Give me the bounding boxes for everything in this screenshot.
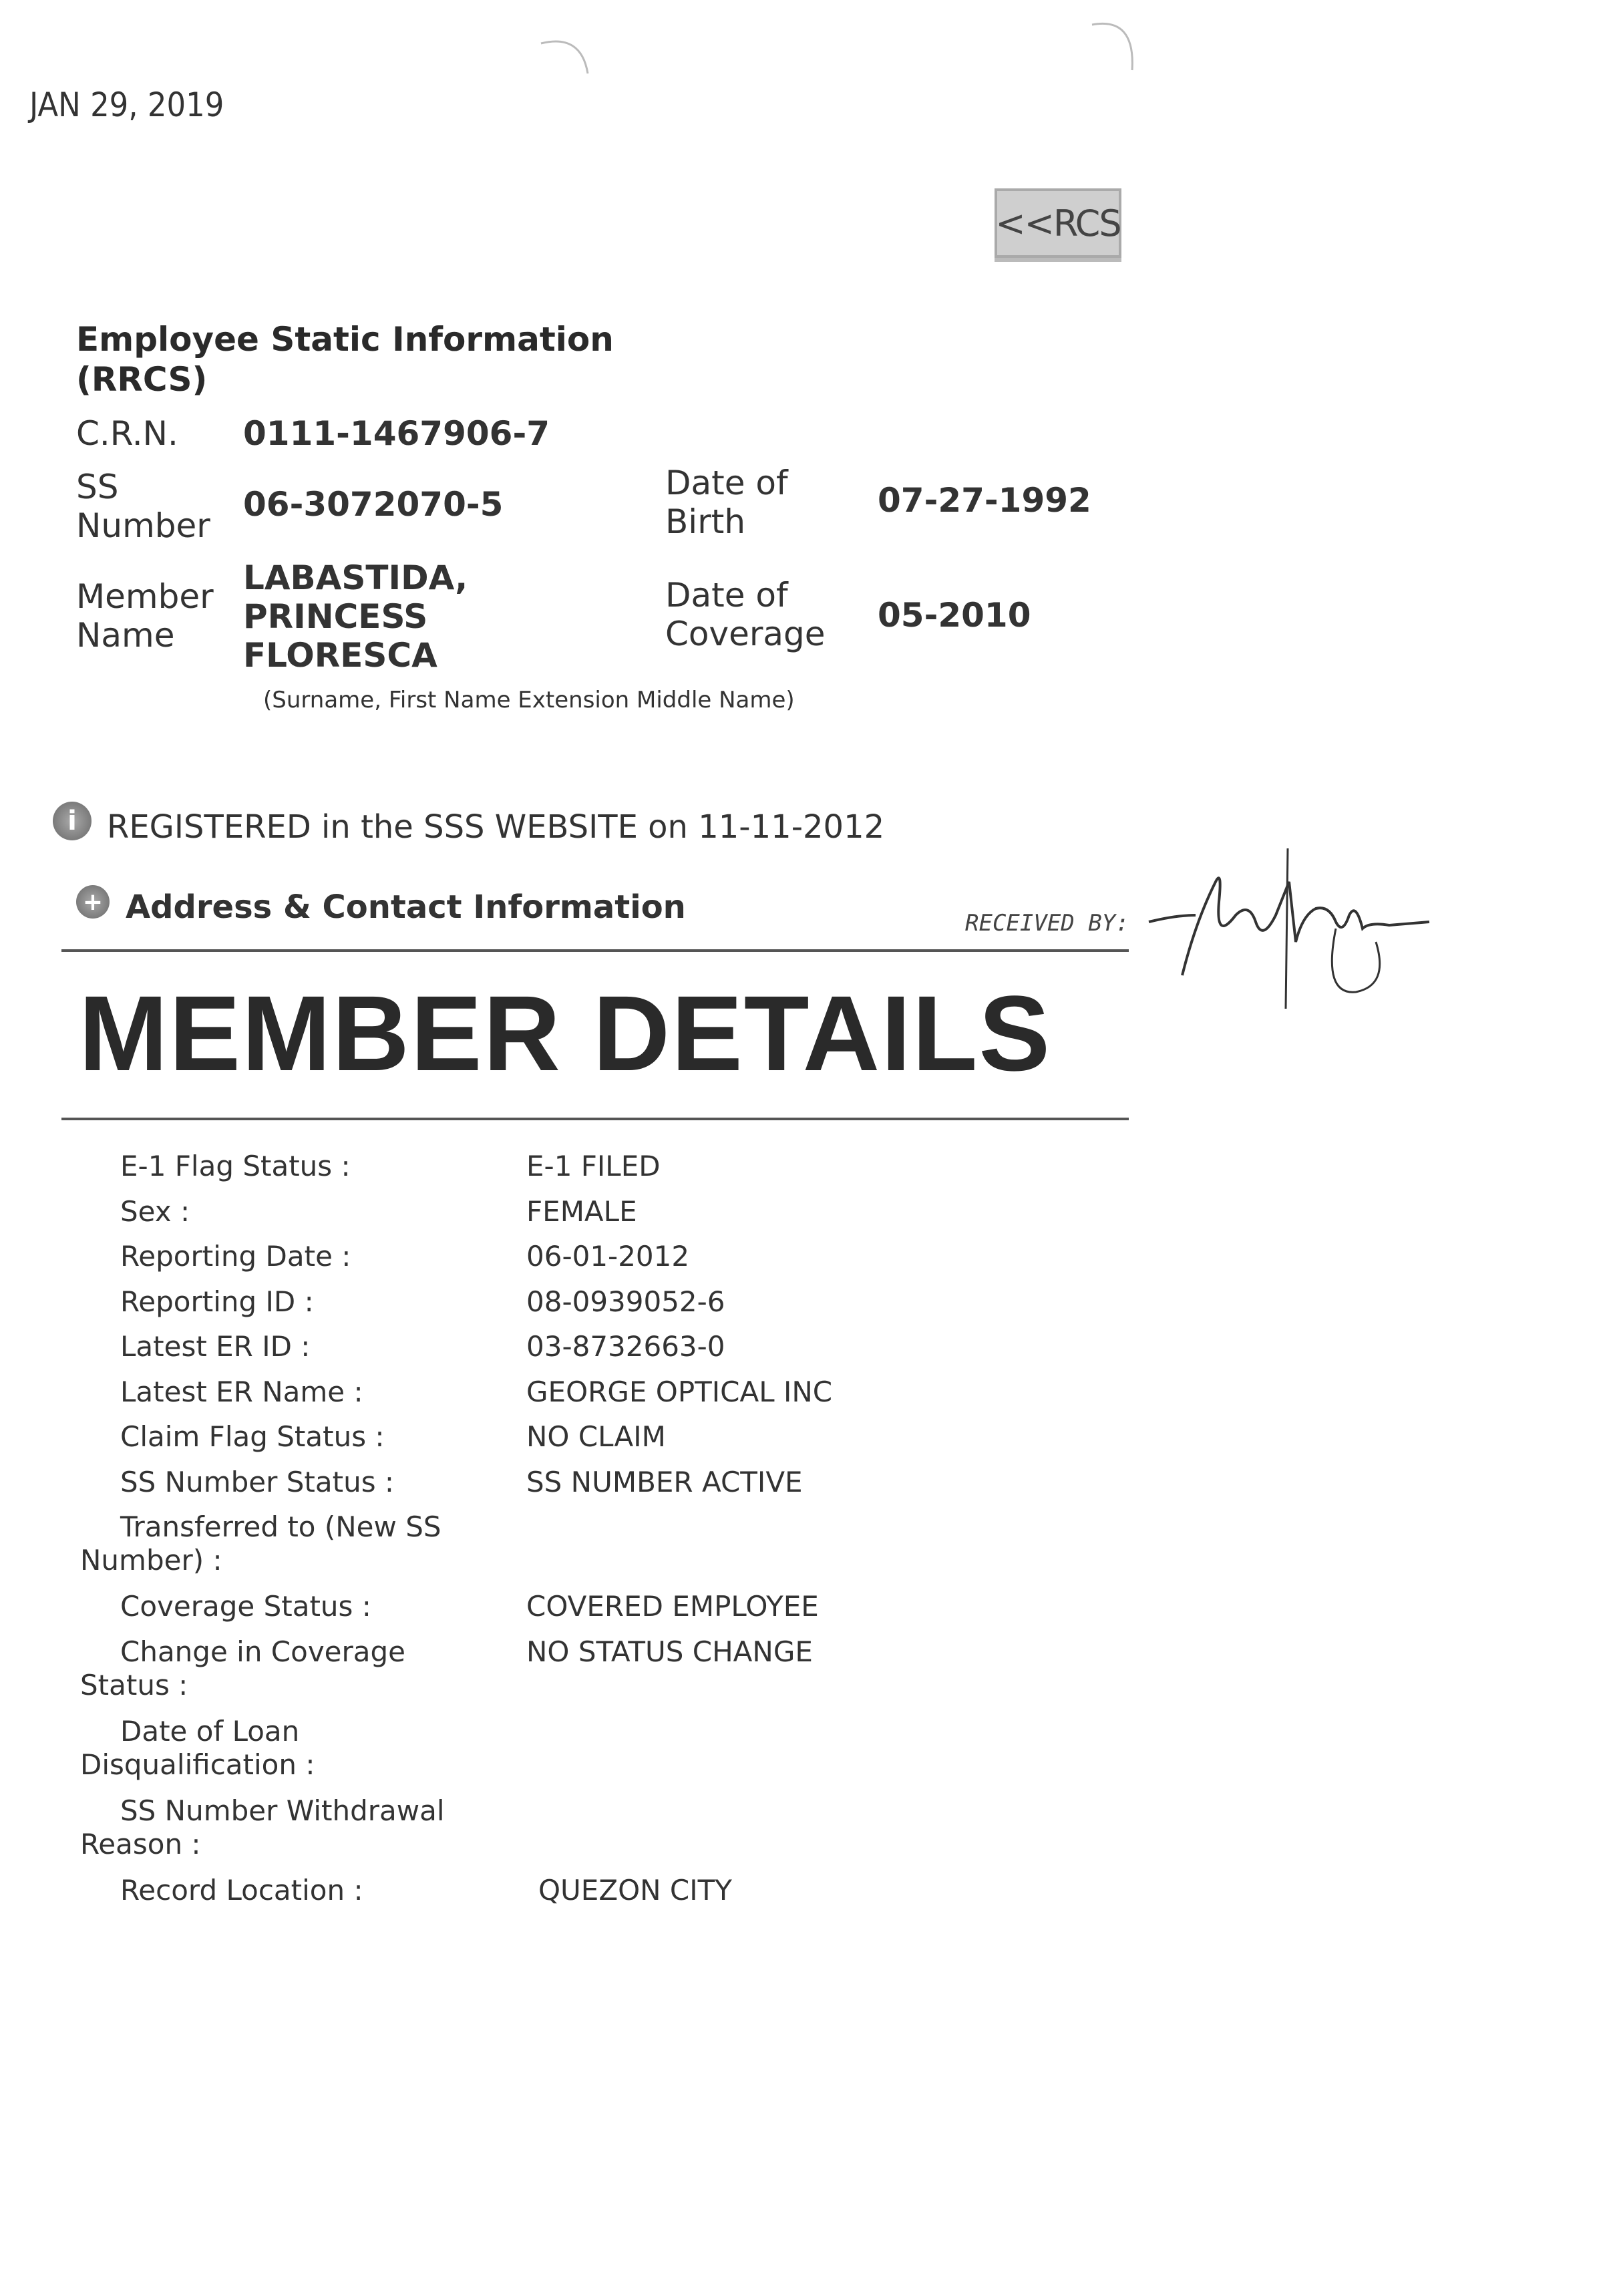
section-title <box>76 319 614 399</box>
print-date: JAN 29, 2019 <box>29 86 224 124</box>
label-line: SS <box>76 468 119 506</box>
name-format-note: (Surname, First Name Extension Middle Name) <box>263 687 795 713</box>
detail-label: SS Number Withdrawal <box>120 1794 445 1827</box>
detail-label: E-1 Flag Status : <box>120 1150 351 1182</box>
detail-label-continued: Reason : <box>80 1827 201 1860</box>
detail-value: 06-01-2012 <box>526 1240 690 1273</box>
detail-label: Sex : <box>120 1194 190 1228</box>
scan-mark <box>534 33 601 87</box>
detail-value: QUEZON CITY <box>538 1873 732 1907</box>
label-line: Member <box>76 577 214 616</box>
coverage-date-value: 05-2010 <box>878 596 1031 635</box>
member-details-title: MEMBER DETAILS <box>79 973 1052 1093</box>
detail-label: Latest ER Name : <box>120 1375 363 1408</box>
detail-value: GEORGE OPTICAL INC <box>526 1375 833 1408</box>
detail-value: FEMALE <box>526 1194 637 1228</box>
detail-label: Change in Coverage <box>120 1635 406 1668</box>
detail-label: Latest ER ID : <box>120 1330 311 1363</box>
detail-label-continued: Disqualification : <box>80 1748 315 1781</box>
detail-label-continued: Number) : <box>80 1544 222 1577</box>
detail-value: NO STATUS CHANGE <box>526 1635 813 1668</box>
detail-label: Reporting Date : <box>120 1240 351 1273</box>
label-line: Number <box>76 506 210 545</box>
label-line: Date of <box>665 576 788 615</box>
received-by-label: RECEIVED BY: <box>965 910 1129 937</box>
expand-plus-icon[interactable]: + <box>76 885 110 919</box>
title-line: (RRCS) <box>76 360 208 399</box>
member-name-label <box>76 577 214 655</box>
label-line: Date of <box>665 464 788 502</box>
detail-label-continued: Status : <box>80 1668 188 1701</box>
detail-label: Transferred to (New SS <box>120 1510 441 1543</box>
divider <box>61 949 1129 952</box>
address-contact-link[interactable]: Address & Contact Information <box>126 888 686 926</box>
ss-number-value: 06-3072070-5 <box>243 485 504 524</box>
detail-value: 08-0939052-6 <box>526 1285 725 1318</box>
name-line: PRINCESS <box>243 597 428 636</box>
detail-label: SS Number Status : <box>120 1465 395 1498</box>
detail-value: 03-8732663-0 <box>526 1330 725 1363</box>
crn-label: C.R.N. <box>76 414 178 453</box>
detail-label: Record Location : <box>120 1873 363 1907</box>
detail-value: SS NUMBER ACTIVE <box>526 1465 803 1498</box>
scan-mark <box>1089 17 1155 77</box>
info-icon: i <box>53 802 92 840</box>
crn-value: 0111-1467906-7 <box>243 414 550 453</box>
signature <box>1135 842 1456 1015</box>
registration-status: REGISTERED in the SSS WEBSITE on 11-11-2012 <box>107 808 885 846</box>
detail-label: Date of Loan <box>120 1714 300 1748</box>
detail-label: Reporting ID : <box>120 1285 314 1318</box>
title-line: Employee Static Information <box>76 320 614 359</box>
dob-value: 07-27-1992 <box>878 481 1091 520</box>
member-name-value <box>243 558 468 675</box>
coverage-date-label <box>665 576 826 653</box>
divider <box>61 1118 1129 1120</box>
dob-label <box>665 464 788 541</box>
name-line: FLORESCA <box>243 636 437 675</box>
detail-value: NO CLAIM <box>526 1420 666 1453</box>
detail-label: Claim Flag Status : <box>120 1420 385 1453</box>
rcs-back-button[interactable]: <<RCS <box>995 188 1121 258</box>
detail-label: Coverage Status : <box>120 1590 371 1623</box>
label-line: Name <box>76 616 175 655</box>
label-line: Birth <box>665 502 746 541</box>
label-line: Coverage <box>665 615 826 653</box>
detail-value: E-1 FILED <box>526 1150 661 1182</box>
ss-number-label <box>76 468 210 545</box>
detail-value: COVERED EMPLOYEE <box>526 1590 819 1623</box>
name-line: LABASTIDA, <box>243 558 468 597</box>
